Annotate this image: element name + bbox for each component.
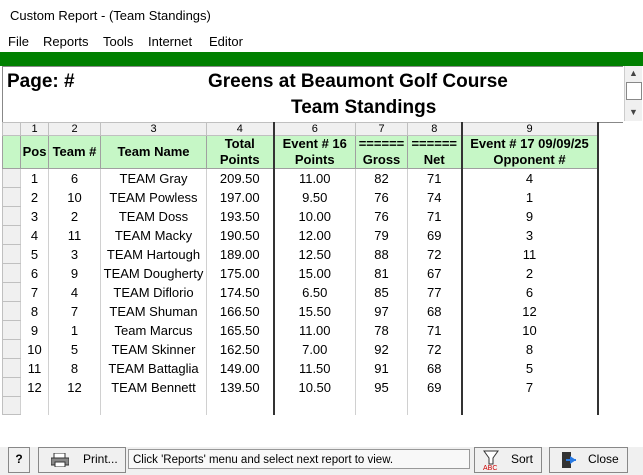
row-header-cell bbox=[3, 321, 21, 340]
cell-team-name: TEAM Battaglia bbox=[101, 359, 207, 378]
cell-opponent: 9 bbox=[462, 207, 598, 226]
help-button[interactable] bbox=[8, 447, 30, 473]
sort-button[interactable] bbox=[474, 447, 542, 473]
cell-team-num: 8 bbox=[49, 359, 101, 378]
cell-net: 69 bbox=[408, 226, 462, 245]
row-header-cell bbox=[3, 340, 21, 359]
col-number: 7 bbox=[356, 123, 408, 136]
row-header-cell bbox=[3, 188, 21, 207]
header-gross: ====== Gross bbox=[356, 136, 408, 169]
cell-team-name: Team Marcus bbox=[101, 321, 207, 340]
exit-door-icon bbox=[560, 451, 578, 469]
cell-total-points: 193.50 bbox=[207, 207, 274, 226]
cell-pos: 8 bbox=[21, 302, 49, 321]
column-number-row bbox=[3, 123, 598, 136]
cell-net: 77 bbox=[408, 283, 462, 302]
table-row bbox=[3, 378, 598, 397]
window-title: Custom Report - (Team Standings) bbox=[10, 8, 211, 23]
cell-total-points: 197.00 bbox=[207, 188, 274, 207]
cell-pos: 12 bbox=[21, 378, 49, 397]
cell-net: 71 bbox=[408, 321, 462, 340]
row-header-cell bbox=[3, 226, 21, 245]
row-header-cell bbox=[3, 283, 21, 302]
cell-opponent: 10 bbox=[462, 321, 598, 340]
cell-pos: 10 bbox=[21, 340, 49, 359]
cell-team-name: TEAM Hartough bbox=[101, 245, 207, 264]
cell-event16-points: 6.50 bbox=[274, 283, 356, 302]
cell-opponent: 11 bbox=[462, 245, 598, 264]
cell-team-num: 9 bbox=[49, 264, 101, 283]
standings-table bbox=[2, 122, 599, 415]
col-number: 1 bbox=[21, 123, 49, 136]
col-number: 3 bbox=[101, 123, 207, 136]
cell-gross: 85 bbox=[356, 283, 408, 302]
table-row bbox=[3, 359, 598, 378]
cell-net: 71 bbox=[408, 169, 462, 188]
cell-gross: 82 bbox=[356, 169, 408, 188]
header-team-name: Team Name bbox=[101, 136, 207, 169]
cell-team-num: 1 bbox=[49, 321, 101, 340]
cell-pos: 9 bbox=[21, 321, 49, 340]
header-team-num: Team # bbox=[49, 136, 101, 169]
cell-opponent: 12 bbox=[462, 302, 598, 321]
cell-event16-points: 11.00 bbox=[274, 321, 356, 340]
scroll-thumb[interactable] bbox=[626, 82, 642, 100]
cell-team-num: 12 bbox=[49, 378, 101, 397]
cell-gross: 91 bbox=[356, 359, 408, 378]
cell-event16-points: 9.50 bbox=[274, 188, 356, 207]
page-label: Page: # bbox=[7, 71, 75, 92]
cell-total-points: 149.00 bbox=[207, 359, 274, 378]
cell-pos: 2 bbox=[21, 188, 49, 207]
cell-opponent: 4 bbox=[462, 169, 598, 188]
scroll-up-icon[interactable]: ▲ bbox=[629, 68, 638, 78]
row-header-cell bbox=[3, 207, 21, 226]
printer-icon bbox=[51, 453, 69, 467]
cell-total-points: 165.50 bbox=[207, 321, 274, 340]
cell-pos: 5 bbox=[21, 245, 49, 264]
svg-text:ABC: ABC bbox=[483, 465, 498, 471]
cell-net: 69 bbox=[408, 378, 462, 397]
cell-event16-points: 15.00 bbox=[274, 264, 356, 283]
menu-file[interactable]: File bbox=[8, 34, 29, 49]
cell-gross: 76 bbox=[356, 188, 408, 207]
cell-team-num: 5 bbox=[49, 340, 101, 359]
cell-team-name: TEAM Shuman bbox=[101, 302, 207, 321]
cell-event16-points: 7.00 bbox=[274, 340, 356, 359]
cell-total-points: 189.00 bbox=[207, 245, 274, 264]
cell-event16-points: 11.00 bbox=[274, 169, 356, 188]
scroll-down-icon[interactable]: ▼ bbox=[629, 107, 638, 117]
table-row bbox=[3, 245, 598, 264]
status-message: Click 'Reports' menu and select next report to view. bbox=[128, 449, 470, 469]
table-row bbox=[3, 321, 598, 340]
cell-event16-points: 11.50 bbox=[274, 359, 356, 378]
print-button[interactable] bbox=[38, 447, 126, 473]
cell-net: 72 bbox=[408, 340, 462, 359]
cell-total-points: 139.50 bbox=[207, 378, 274, 397]
cell-team-name: TEAM Doss bbox=[101, 207, 207, 226]
cell-net: 68 bbox=[408, 359, 462, 378]
row-header-cell bbox=[3, 359, 21, 378]
cell-event16-points: 10.50 bbox=[274, 378, 356, 397]
sort-icon bbox=[481, 449, 505, 471]
cell-team-num: 6 bbox=[49, 169, 101, 188]
report-title: Greens at Beaumont Golf Course bbox=[208, 71, 508, 92]
cell-team-name: TEAM Gray bbox=[101, 169, 207, 188]
cell-event16-points: 10.00 bbox=[274, 207, 356, 226]
cell-event16-points: 12.50 bbox=[274, 245, 356, 264]
row-header-cell bbox=[3, 245, 21, 264]
header-scrollbar[interactable] bbox=[624, 66, 642, 121]
cell-net: 72 bbox=[408, 245, 462, 264]
cell-opponent: 8 bbox=[462, 340, 598, 359]
cell-team-num: 2 bbox=[49, 207, 101, 226]
status-bar bbox=[0, 447, 643, 475]
cell-gross: 97 bbox=[356, 302, 408, 321]
close-button[interactable] bbox=[549, 447, 628, 473]
row-header-cell bbox=[3, 136, 21, 169]
cell-opponent: 3 bbox=[462, 226, 598, 245]
cell-total-points: 162.50 bbox=[207, 340, 274, 359]
cell-pos: 3 bbox=[21, 207, 49, 226]
cell-pos: 7 bbox=[21, 283, 49, 302]
row-header-cell bbox=[3, 378, 21, 397]
cell-gross: 81 bbox=[356, 264, 408, 283]
cell-net: 71 bbox=[408, 207, 462, 226]
cell-gross: 79 bbox=[356, 226, 408, 245]
cell-net: 74 bbox=[408, 188, 462, 207]
row-header-cell bbox=[3, 302, 21, 321]
cell-team-num: 10 bbox=[49, 188, 101, 207]
table-row bbox=[3, 207, 598, 226]
empty-row bbox=[3, 397, 598, 415]
header-row bbox=[3, 136, 598, 169]
sort-label: Sort bbox=[511, 452, 534, 466]
table-row bbox=[3, 264, 598, 283]
cell-pos: 6 bbox=[21, 264, 49, 283]
cell-total-points: 190.50 bbox=[207, 226, 274, 245]
report-subtitle: Team Standings bbox=[291, 97, 437, 118]
cell-total-points: 166.50 bbox=[207, 302, 274, 321]
cell-opponent: 7 bbox=[462, 378, 598, 397]
cell-net: 67 bbox=[408, 264, 462, 283]
col-number: 2 bbox=[49, 123, 101, 136]
cell-team-name: TEAM Macky bbox=[101, 226, 207, 245]
title-bar bbox=[0, 0, 643, 32]
cell-pos: 4 bbox=[21, 226, 49, 245]
row-header-cell bbox=[3, 397, 21, 415]
cell-team-name: TEAM Diflorio bbox=[101, 283, 207, 302]
corner-cell bbox=[3, 123, 21, 136]
table-row bbox=[3, 283, 598, 302]
cell-total-points: 209.50 bbox=[207, 169, 274, 188]
print-label: Print... bbox=[83, 452, 118, 466]
cell-net: 68 bbox=[408, 302, 462, 321]
cell-team-num: 7 bbox=[49, 302, 101, 321]
cell-team-num: 3 bbox=[49, 245, 101, 264]
col-number: 6 bbox=[274, 123, 356, 136]
header-pos: Pos bbox=[21, 136, 49, 169]
menu-internet[interactable]: Internet bbox=[148, 34, 193, 49]
report-header bbox=[2, 66, 623, 123]
cell-event16-points: 12.00 bbox=[274, 226, 356, 245]
menu-tools[interactable]: Tools bbox=[103, 34, 134, 49]
cell-team-name: TEAM Skinner bbox=[101, 340, 207, 359]
col-number: 8 bbox=[408, 123, 462, 136]
row-header-cell bbox=[3, 169, 21, 188]
cell-team-name: TEAM Powless bbox=[101, 188, 207, 207]
cell-team-name: TEAM Dougherty bbox=[101, 264, 207, 283]
header-total-points: Total Points bbox=[207, 136, 274, 169]
cell-gross: 76 bbox=[356, 207, 408, 226]
close-label: Close bbox=[588, 452, 619, 466]
cell-gross: 92 bbox=[356, 340, 408, 359]
menu-editor[interactable]: Editor bbox=[209, 34, 243, 49]
col-number: 9 bbox=[462, 123, 598, 136]
menu-reports[interactable]: Reports bbox=[43, 34, 89, 49]
row-header-cell bbox=[3, 264, 21, 283]
header-event16-points: Event # 16 Points bbox=[274, 136, 356, 169]
header-net: ====== Net bbox=[408, 136, 462, 169]
table-row bbox=[3, 302, 598, 321]
cell-pos: 1 bbox=[21, 169, 49, 188]
table-row bbox=[3, 340, 598, 359]
cell-team-num: 11 bbox=[49, 226, 101, 245]
cell-gross: 88 bbox=[356, 245, 408, 264]
cell-opponent: 1 bbox=[462, 188, 598, 207]
green-divider bbox=[0, 52, 643, 66]
table-row bbox=[3, 169, 598, 188]
table-row bbox=[3, 226, 598, 245]
report-area bbox=[0, 66, 643, 447]
cell-gross: 95 bbox=[356, 378, 408, 397]
cell-gross: 78 bbox=[356, 321, 408, 340]
cell-total-points: 174.50 bbox=[207, 283, 274, 302]
header-event17-opponent: Event # 17 09/09/25 Opponent # bbox=[462, 136, 598, 169]
cell-total-points: 175.00 bbox=[207, 264, 274, 283]
table-row bbox=[3, 188, 598, 207]
cell-opponent: 6 bbox=[462, 283, 598, 302]
cell-opponent: 2 bbox=[462, 264, 598, 283]
menu-bar bbox=[0, 32, 643, 52]
col-number: 4 bbox=[207, 123, 274, 136]
cell-opponent: 5 bbox=[462, 359, 598, 378]
cell-event16-points: 15.50 bbox=[274, 302, 356, 321]
cell-team-num: 4 bbox=[49, 283, 101, 302]
cell-team-name: TEAM Bennett bbox=[101, 378, 207, 397]
help-icon: ? bbox=[15, 452, 23, 466]
cell-pos: 11 bbox=[21, 359, 49, 378]
